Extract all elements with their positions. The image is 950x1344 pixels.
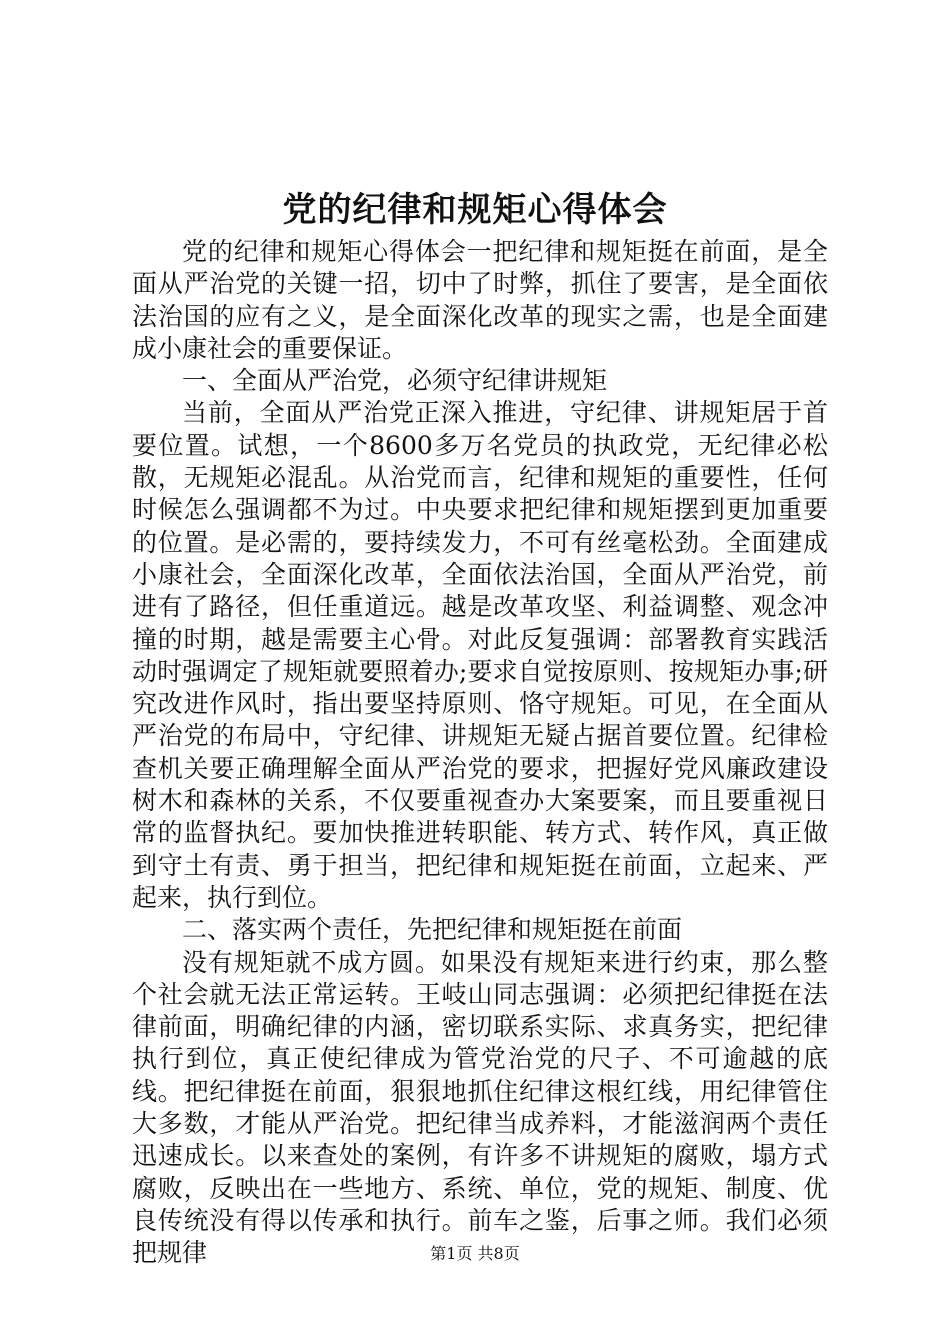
section-heading-2: 二、落实两个责任，先把纪律和规矩挺在前面 <box>182 915 683 945</box>
document-title: 党的纪律和规矩心得体会 <box>282 190 668 230</box>
section-heading-1: 一、全面从严治党，必须守纪律讲规矩 <box>182 366 608 396</box>
page-number-footer: 第1页 共8页 <box>430 1244 520 1263</box>
section-1-paragraph: 当前，全面从严治党正深入推进，守纪律、讲规矩居于首要位置。试想，一个8600多万名党员的执政党，无纪律必松散，无规矩必混乱。从治党而言，纪律和规矩的重要性，任何时候怎么强调都不为过。中央要求把纪律和规矩摆到更加重要的位置。是必需的，要持续发力，不可有丝毫松劲。全面建成小康社会，全面深化改革，全面依法治国，全面从严治党，前进有了路径，但任重道远。越是改革攻坚、利益调整、观念冲撞的时期，越是需要主心骨。对此反复强调：部署教育实践活动时强调定了规矩就要照着办;要求自觉按原则、按规矩办事;研究改进作风时，指出要坚持原则、恪守规矩。可见，在全面从严治党的布局中，守纪律、讲规矩无疑占据首要位置。纪律检查机关要正确理解全面从严治党的要求，把握好党风廉政建设树木和森林的关系，不仅要重视查办大案要案，而且要重视日常的监督执纪。要加快推进转职能、转方式、转作风，真正做到守土有责、勇于担当，把纪律和规矩挺在前面，立起来、严起来，执行到位。 <box>132 398 828 912</box>
document-body <box>132 236 828 1270</box>
intro-paragraph: 党的纪律和规矩心得体会一把纪律和规矩挺在前面，是全面从严治党的关键一招，切中了时弊，抓住了要害，是全面依法治国的应有之义，是全面深化改革的现实之需，也是全面建成小康社会的重要保证。 <box>132 237 828 363</box>
section-2-paragraph: 没有规矩就不成方圆。如果没有规矩来进行约束，那么整个社会就无法正常运转。王岐山同志强调：必须把纪律挺在法律前面，明确纪律的内涵，密切联系实际、求真务实，把纪律执行到位，真正使纪律成为管党治党的尺子、不可逾越的底线。把纪律挺在前面，狠狠地抓住纪律这根红线，用纪律管住大多数，才能从严治党。把纪律当成养料，才能滋润两个责任迅速成长。以来查处的案例，有许多不讲规矩的腐败，塌方式腐败，反映出在一些地方、系统、单位，党的规矩、制度、优良传统没有得以传承和执行。前车之鉴，后事之师。我们必须把规律 <box>132 947 828 1268</box>
